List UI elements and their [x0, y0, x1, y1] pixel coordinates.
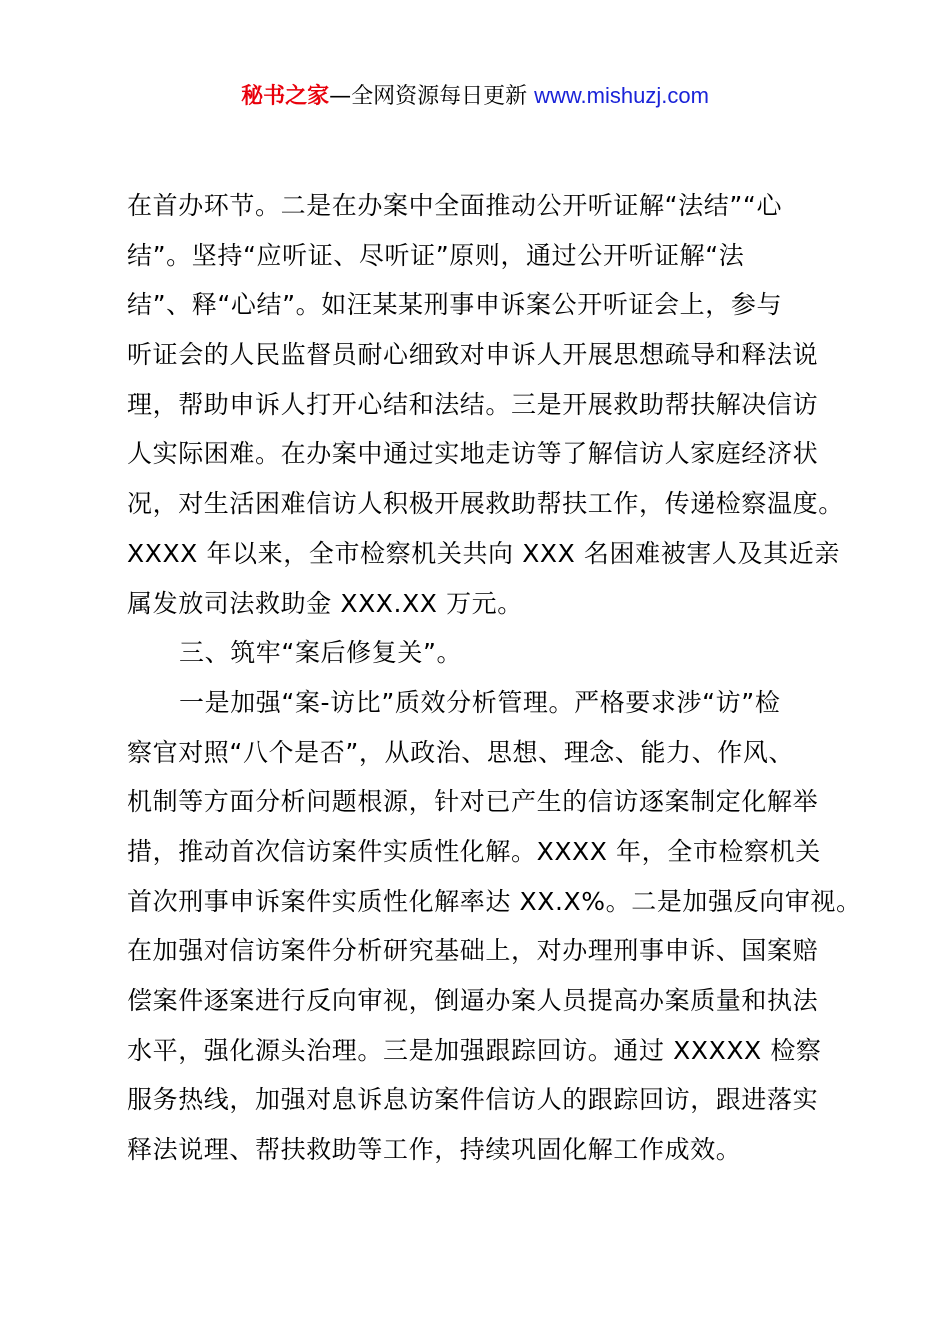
text-line: XXXX 年以来，全市检察机关共向 XXX 名困难被害人及其近亲: [127, 538, 840, 568]
text-line: 听证会的人民监督员耐心细致对申诉人开展思想疏导和释法说: [127, 340, 819, 370]
text-line: 在加强对信访案件分析研究基础上，对办理刑事申诉、国案赔: [127, 936, 819, 966]
text-line: 在首办环节。二是在办案中全面推动公开听证解“法结”“心: [127, 191, 783, 220]
text-line: 察官对照“八个是否”，从政治、思想、理念、能力、作风、: [127, 737, 795, 767]
document-body: [127, 181, 862, 1175]
site-url-link[interactable]: www.mishuzj.com: [534, 83, 709, 108]
text-line: 一是加强“案-访比”质效分析管理。严格要求涉“访”检: [179, 687, 781, 717]
text-line: 释法说理、帮扶救助等工作，持续巩固化解工作成效。: [127, 1135, 742, 1165]
text-line: 机制等方面分析问题根源，针对已产生的信访逐案制定化解举: [127, 787, 819, 817]
text-line: 措，推动首次信访案件实质性化解。XXXX 年，全市检察机关: [127, 836, 821, 866]
section-heading: 三、筑牢“案后修复关”。: [179, 638, 463, 668]
text-line: 结”。坚持“应听证、尽听证”原则，通过公开听证解“法: [127, 240, 745, 270]
text-line: 理，帮助申诉人打开心结和法结。三是开展救助帮扶解决信访: [127, 389, 819, 419]
site-tagline: —全网资源每日更新: [329, 84, 528, 109]
text-line: 况，对生活困难信访人积极开展救助帮扶工作，传递检察温度。: [127, 489, 844, 519]
text-line: 服务热线，加强对息诉息访案件信访人的跟踪回访，跟进落实: [127, 1085, 819, 1115]
site-brand: 秘书之家: [241, 84, 330, 109]
site-header: [0, 80, 950, 113]
text-line: 偿案件逐案进行反向审视，倒逼办案人员提高办案质量和执法: [127, 986, 819, 1015]
text-line: 属发放司法救助金 XXX.XX 万元。: [127, 588, 523, 618]
text-line: 首次刑事申诉案件实质性化解率达 XX.X%。二是加强反向审视。: [127, 886, 862, 916]
text-line: 结”、释“心结”。如汪某某刑事申诉案公开听证会上，参与: [127, 290, 783, 320]
text-line: 水平，强化源头治理。三是加强跟踪回访。通过 XXXXX 检察: [127, 1035, 822, 1065]
text-line: 人实际困难。在办案中通过实地走访等了解信访人家庭经济状: [127, 439, 819, 469]
